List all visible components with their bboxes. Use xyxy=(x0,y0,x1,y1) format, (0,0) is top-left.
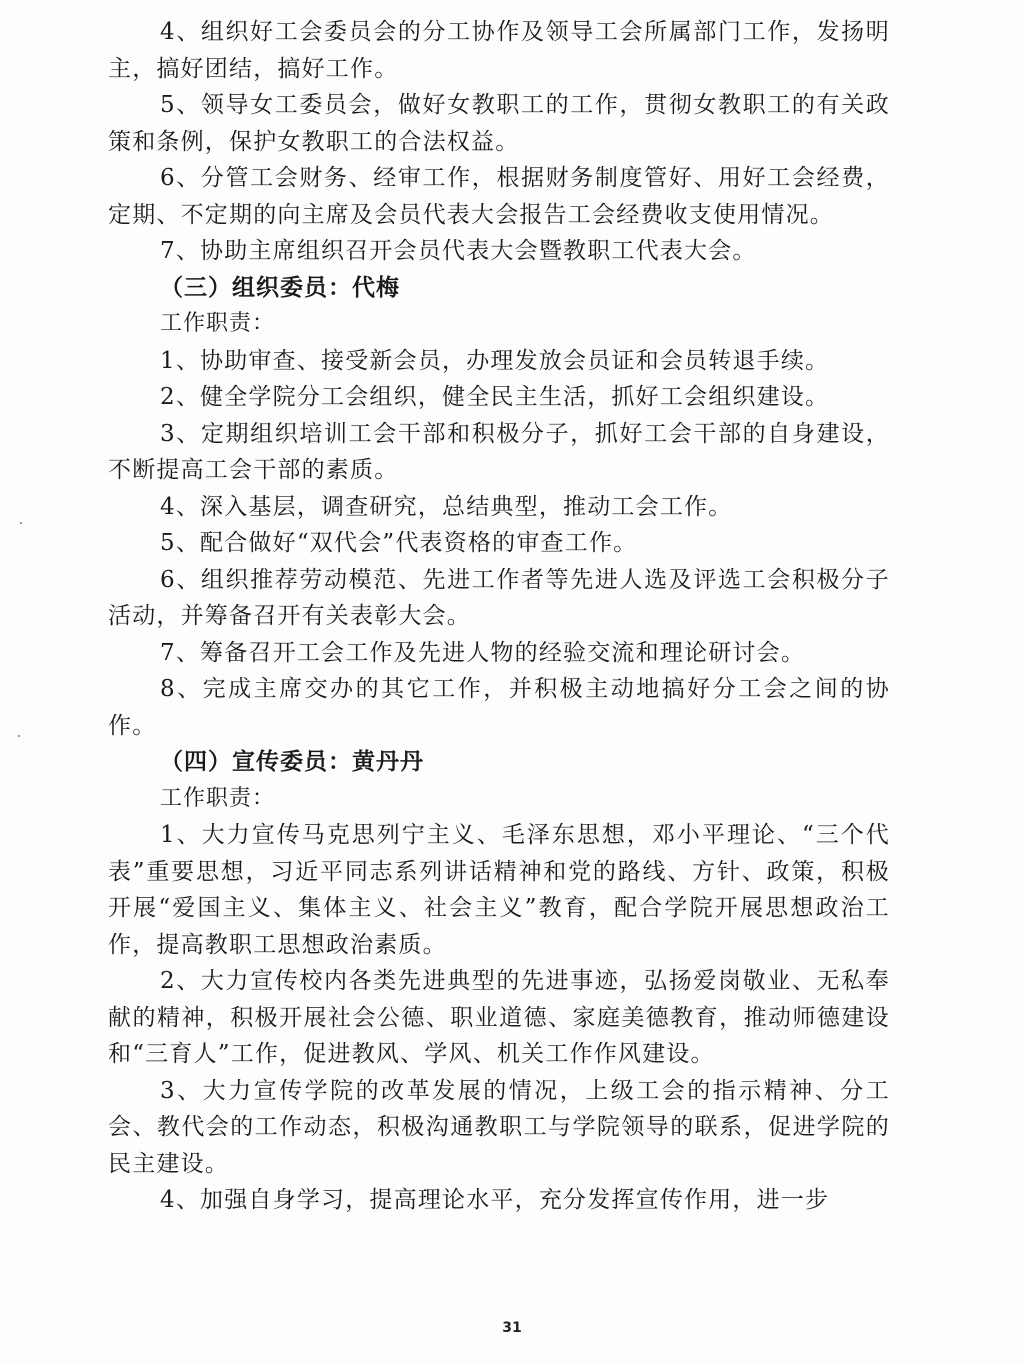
duty-item: 7、筹备召开工会工作及先进人物的经验交流和理论研讨会。 xyxy=(160,639,806,666)
duty-item: 3、大力宣传学院的改革发展的情况，上级工会的指示精神、分工会、教代会的工作动态，积极沟通教职工与学院领导的联系，促进学院的民主建设。 xyxy=(108,1077,890,1177)
section-heading-organization: （三）组织委员：代梅 xyxy=(160,274,400,301)
paragraph: 5、领导女工委员会，做好女教职工的工作，贯彻女教职工的有关政策和条例，保护女教职工的合法权益。 xyxy=(108,92,890,155)
paragraph: 7、协助主席组织召开会员代表大会暨教职工代表大会。 xyxy=(160,238,757,264)
duties-label: 工作职责： xyxy=(160,785,276,811)
duty-item: 6、组织推荐劳动模范、先进工作者等先进人选及评选工会积极分子活动，并筹备召开有关表彰大会。 xyxy=(108,566,890,629)
duty-item: 2、大力宣传校内各类先进典型的先进事迹，弘扬爱岗敬业、无私奉献的精神，积极开展社会公德、职业道德、家庭美德教育，推动师德建设和“三育人”工作，促进教风、学风、机关工作作风建设。 xyxy=(108,968,890,1067)
duty-item: 2、健全学院分工会组织，健全民主生活，抓好工会组织建设。 xyxy=(160,384,830,410)
duty-item: 5、配合做好“双代会”代表资格的审查工作。 xyxy=(160,530,638,556)
duties-label: 工作职责： xyxy=(160,311,276,336)
paragraph: 4、组织好工会委员会的分工协作及领导工会所属部门工作，发扬明主，搞好团结，搞好工作。 xyxy=(108,19,890,82)
scan-speck xyxy=(18,735,20,737)
duty-item: 1、大力宣传马克思列宁主义、毛泽东思想，邓小平理论、“三个代表”重要思想，习近平同志系列讲话精神和党的路线、方针、政策，积极开展“爱国主义、集体主义、社会主义”教育，配合学院开展思想政治工作，提高教职工思想政治素质。 xyxy=(108,822,890,958)
document-body xyxy=(108,14,890,1219)
section-heading-publicity: （四）宣传委员：黄丹丹 xyxy=(160,749,424,775)
duty-item: 1、协助审查、接受新会员，办理发放会员证和会员转退手续。 xyxy=(160,347,830,374)
duty-item: 4、加强自身学习，提高理论水平，充分发挥宣传作用，进一步 xyxy=(160,1187,830,1213)
duty-item: 8、完成主席交办的其它工作，并积极主动地搞好分工会之间的协作。 xyxy=(108,676,890,739)
duty-item: 4、深入基层，调查研究，总结典型，推动工会工作。 xyxy=(160,493,733,520)
scan-speck xyxy=(20,522,22,524)
page-number: 31 xyxy=(502,1320,522,1336)
paragraph: 6、分管工会财务、经审工作，根据财务制度管好、用好工会经费，定期、不定期的向主席及会员代表大会报告工会经费收支使用情况。 xyxy=(108,165,890,228)
duty-item: 3、定期组织培训工会干部和积极分子，抓好工会干部的自身建设，不断提高工会干部的素质。 xyxy=(108,420,890,483)
